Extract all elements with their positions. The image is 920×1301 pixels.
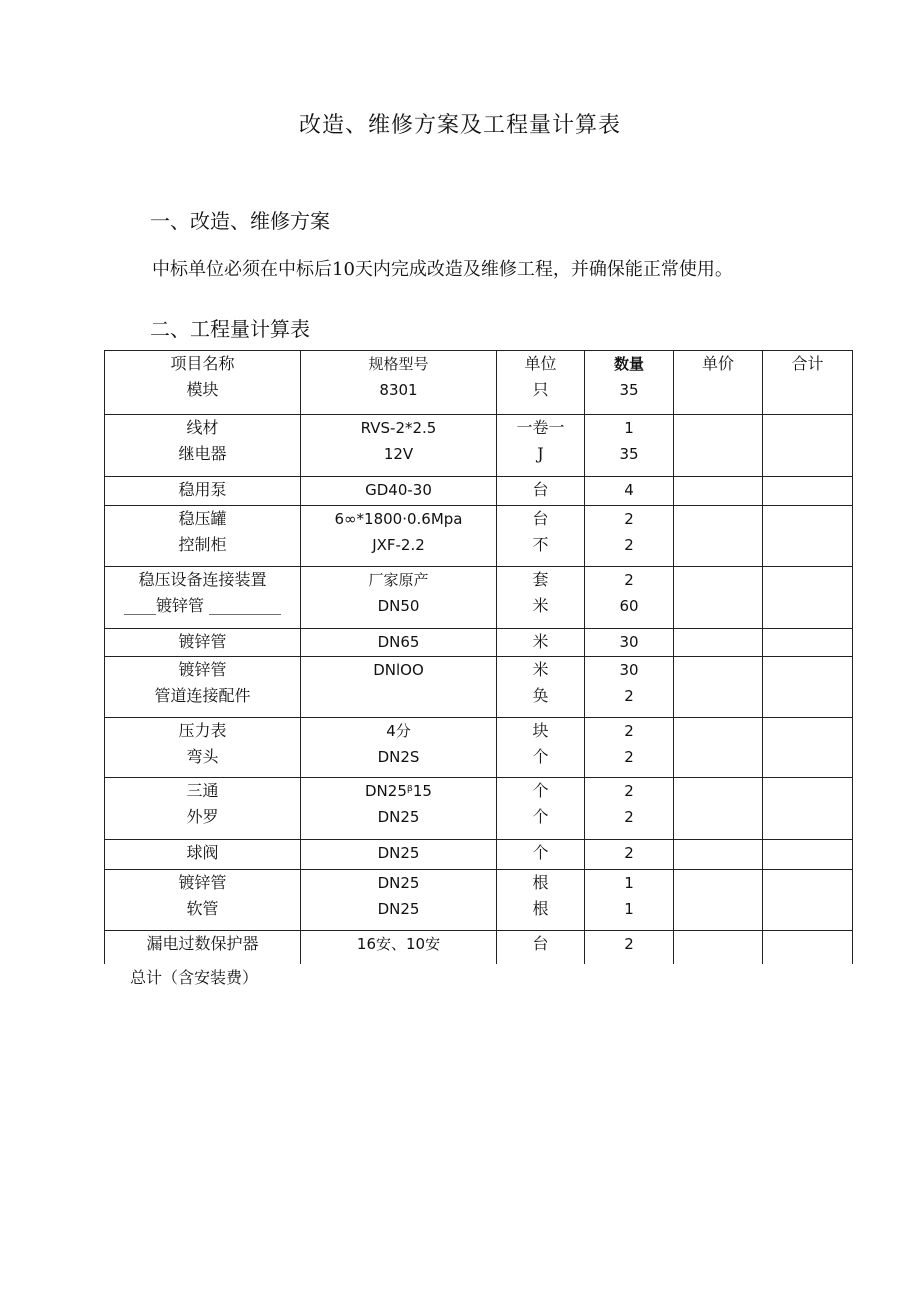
cell-line: 16安、10安 bbox=[356, 935, 441, 953]
unit-cell bbox=[497, 657, 585, 718]
cell-line: DN25 bbox=[377, 844, 420, 862]
cell-line: 4 bbox=[624, 481, 634, 499]
cell-line: 2 bbox=[624, 748, 634, 766]
cell-line: 4分 bbox=[386, 722, 411, 740]
cell-line: 2 bbox=[624, 844, 634, 862]
cell-line: 2 bbox=[624, 687, 634, 705]
table-row bbox=[105, 567, 853, 629]
cell-line: 控制柜 bbox=[178, 535, 227, 554]
item-name-cell bbox=[105, 840, 301, 870]
item-name-cell bbox=[105, 506, 301, 567]
cell-line: 2 bbox=[624, 722, 634, 740]
item-name-cell bbox=[105, 657, 301, 718]
unit-cell bbox=[497, 870, 585, 931]
unit-price-cell bbox=[674, 870, 763, 931]
cell-line: 个 bbox=[532, 747, 549, 766]
cell-line: 1 bbox=[624, 874, 634, 892]
quantity-cell bbox=[585, 840, 674, 870]
unit-cell bbox=[497, 567, 585, 629]
item-name-cell bbox=[105, 629, 301, 657]
cell-line: DN25 bbox=[377, 808, 420, 826]
cell-line: 单位 bbox=[524, 354, 557, 373]
cell-line: 6∞*1800·0.6Mpa bbox=[334, 510, 463, 528]
cell-line: 台 bbox=[532, 480, 549, 499]
spec-cell bbox=[301, 931, 497, 964]
cell-line: DN25 bbox=[377, 874, 420, 892]
spec-cell bbox=[301, 870, 497, 931]
cell-line: 三通 bbox=[186, 781, 219, 800]
cell-line: 镀锌管 bbox=[178, 632, 227, 651]
table-row bbox=[105, 870, 853, 931]
section-heading-table: 二、工程量计算表 bbox=[150, 317, 310, 341]
cell-line: 单价 bbox=[701, 354, 734, 373]
cell-line: ____镀锌管 _________ bbox=[123, 596, 282, 615]
table-row bbox=[105, 657, 853, 718]
cell-line: 个 bbox=[532, 807, 549, 826]
cell-line: 只 bbox=[532, 380, 549, 399]
table-row bbox=[105, 629, 853, 657]
cell-line: DN25 bbox=[377, 900, 420, 918]
cell-line: 台 bbox=[532, 934, 549, 953]
subtotal-cell bbox=[763, 567, 853, 629]
quantity-cell bbox=[585, 629, 674, 657]
cell-line: 数量 bbox=[613, 355, 644, 373]
cell-line: DN65 bbox=[377, 633, 420, 651]
cell-line: 8301 bbox=[379, 381, 418, 399]
cell-line: 根 bbox=[532, 873, 549, 892]
item-name-cell bbox=[105, 415, 301, 477]
cell-line: 个 bbox=[532, 843, 549, 862]
quantity-cell bbox=[585, 778, 674, 840]
cell-line: 合计 bbox=[791, 354, 824, 373]
cell-line: 稳用泵 bbox=[178, 480, 227, 499]
subtotal-cell bbox=[763, 506, 853, 567]
cell-line: DN50 bbox=[377, 597, 420, 615]
cell-line: 2 bbox=[624, 808, 634, 826]
cell-line: 球阀 bbox=[186, 843, 219, 862]
cell-line: 漏电过数保护器 bbox=[146, 934, 259, 953]
cell-line: 2 bbox=[624, 782, 634, 800]
quantity-cell bbox=[585, 657, 674, 718]
subtotal-cell bbox=[763, 629, 853, 657]
spec-cell bbox=[301, 506, 497, 567]
cell-line: 管道连接配件 bbox=[154, 686, 251, 705]
unit-price-cell bbox=[674, 351, 763, 415]
item-name-cell bbox=[105, 567, 301, 629]
subtotal-cell bbox=[763, 657, 853, 718]
cell-line: 1 bbox=[624, 900, 634, 918]
table-row bbox=[105, 778, 853, 840]
unit-price-cell bbox=[674, 778, 763, 840]
cell-line: 2 bbox=[624, 571, 634, 589]
unit-price-cell bbox=[674, 629, 763, 657]
cell-line: 不 bbox=[532, 535, 549, 554]
cell-line: 线材 bbox=[186, 418, 219, 437]
unit-cell bbox=[497, 718, 585, 778]
cell-line: 厂家原产 bbox=[368, 571, 429, 589]
unit-cell bbox=[497, 629, 585, 657]
subtotal-cell bbox=[763, 931, 853, 964]
table-row bbox=[105, 477, 853, 506]
subtotal-cell bbox=[763, 778, 853, 840]
quantity-cell bbox=[585, 870, 674, 931]
unit-cell bbox=[497, 351, 585, 415]
cell-line: 软管 bbox=[186, 899, 219, 918]
cell-line: 块 bbox=[532, 721, 549, 740]
cell-line: 2 bbox=[624, 536, 634, 554]
quantity-cell bbox=[585, 567, 674, 629]
unit-cell bbox=[497, 477, 585, 506]
unit-price-cell bbox=[674, 506, 763, 567]
item-name-cell bbox=[105, 870, 301, 931]
spec-cell bbox=[301, 415, 497, 477]
unit-price-cell bbox=[674, 657, 763, 718]
cell-line: 1 bbox=[624, 419, 634, 437]
cell-line: 30 bbox=[619, 661, 639, 679]
item-name-cell bbox=[105, 778, 301, 840]
spec-cell bbox=[301, 657, 497, 718]
item-name-cell bbox=[105, 477, 301, 506]
cell-line: 继电器 bbox=[178, 444, 227, 463]
subtotal-cell bbox=[763, 415, 853, 477]
quantity-cell bbox=[585, 931, 674, 964]
plan-text: 中标单位必须在中标后10天内完成改造及维修工程，并确保能正常使用。 bbox=[152, 259, 733, 280]
spec-cell bbox=[301, 778, 497, 840]
cell-line: 12V bbox=[383, 445, 414, 463]
cell-line: 30 bbox=[619, 633, 639, 651]
unit-price-cell bbox=[674, 477, 763, 506]
cell-line: 奂 bbox=[532, 686, 549, 705]
table-row bbox=[105, 718, 853, 778]
cell-line: 外罗 bbox=[186, 807, 219, 826]
cell-line: 稳压设备连接装置 bbox=[138, 570, 267, 589]
cell-line: 模块 bbox=[186, 380, 219, 399]
cell-line: 米 bbox=[532, 596, 549, 615]
page-title: 改造、维修方案及工程量计算表 bbox=[298, 113, 621, 138]
table-row bbox=[105, 351, 853, 415]
cell-line: 套 bbox=[532, 570, 549, 589]
spec-cell bbox=[301, 567, 497, 629]
cell-line: 稳压罐 bbox=[178, 509, 227, 528]
cell-line: DNlOO bbox=[373, 661, 424, 679]
subtotal-cell bbox=[763, 718, 853, 778]
unit-cell bbox=[497, 778, 585, 840]
total-label: 总计（含安装费） bbox=[130, 968, 259, 987]
cell-line: 个 bbox=[532, 781, 549, 800]
spec-cell bbox=[301, 718, 497, 778]
quantity-cell bbox=[585, 718, 674, 778]
unit-price-cell bbox=[674, 840, 763, 870]
cell-line: 一卷一 bbox=[516, 418, 565, 437]
item-name-cell bbox=[105, 718, 301, 778]
spec-cell bbox=[301, 629, 497, 657]
cell-line: JXF-2.2 bbox=[372, 536, 425, 554]
table-row bbox=[105, 931, 853, 964]
quantity-table bbox=[104, 350, 853, 964]
unit-cell bbox=[497, 840, 585, 870]
spec-cell bbox=[301, 351, 497, 415]
spec-cell bbox=[301, 840, 497, 870]
cell-line: 镀锌管 bbox=[178, 660, 227, 679]
unit-price-cell bbox=[674, 415, 763, 477]
unit-price-cell bbox=[674, 567, 763, 629]
cell-line: 镀锌管 bbox=[178, 873, 227, 892]
cell-line: DN2S bbox=[377, 748, 420, 766]
spec-cell bbox=[301, 477, 497, 506]
item-name-cell bbox=[105, 931, 301, 964]
cell-line: 2 bbox=[624, 935, 634, 953]
subtotal-cell bbox=[763, 840, 853, 870]
table-row bbox=[105, 840, 853, 870]
cell-line: 60 bbox=[619, 597, 639, 615]
table-row bbox=[105, 415, 853, 477]
unit-cell bbox=[497, 415, 585, 477]
cell-line: 35 bbox=[619, 381, 639, 399]
quantity-cell bbox=[585, 351, 674, 415]
cell-line: DN25ᵝ15 bbox=[365, 782, 432, 800]
unit-cell bbox=[497, 931, 585, 964]
subtotal-cell bbox=[763, 870, 853, 931]
cell-line: RVS-2*2.5 bbox=[360, 419, 437, 437]
cell-line: 项目名称 bbox=[170, 354, 235, 373]
item-name-cell bbox=[105, 351, 301, 415]
cell-line: 规格型号 bbox=[368, 355, 429, 373]
cell-line: 根 bbox=[532, 899, 549, 918]
cell-line: J bbox=[537, 444, 544, 463]
cell-line: 2 bbox=[624, 510, 634, 528]
table-row bbox=[105, 506, 853, 567]
cell-line: 压力表 bbox=[178, 721, 227, 740]
unit-cell bbox=[497, 506, 585, 567]
quantity-cell bbox=[585, 477, 674, 506]
unit-price-cell bbox=[674, 718, 763, 778]
cell-line: 米 bbox=[532, 660, 549, 679]
subtotal-cell bbox=[763, 477, 853, 506]
cell-line: 米 bbox=[532, 632, 549, 651]
section-heading-plan: 一、改造、维修方案 bbox=[150, 209, 330, 233]
cell-line: 弯头 bbox=[186, 747, 219, 766]
quantity-cell bbox=[585, 506, 674, 567]
unit-price-cell bbox=[674, 931, 763, 964]
cell-line: 台 bbox=[532, 509, 549, 528]
quantity-cell bbox=[585, 415, 674, 477]
cell-line: 35 bbox=[619, 445, 639, 463]
cell-line: GD40-30 bbox=[365, 481, 432, 499]
subtotal-cell bbox=[763, 351, 853, 415]
